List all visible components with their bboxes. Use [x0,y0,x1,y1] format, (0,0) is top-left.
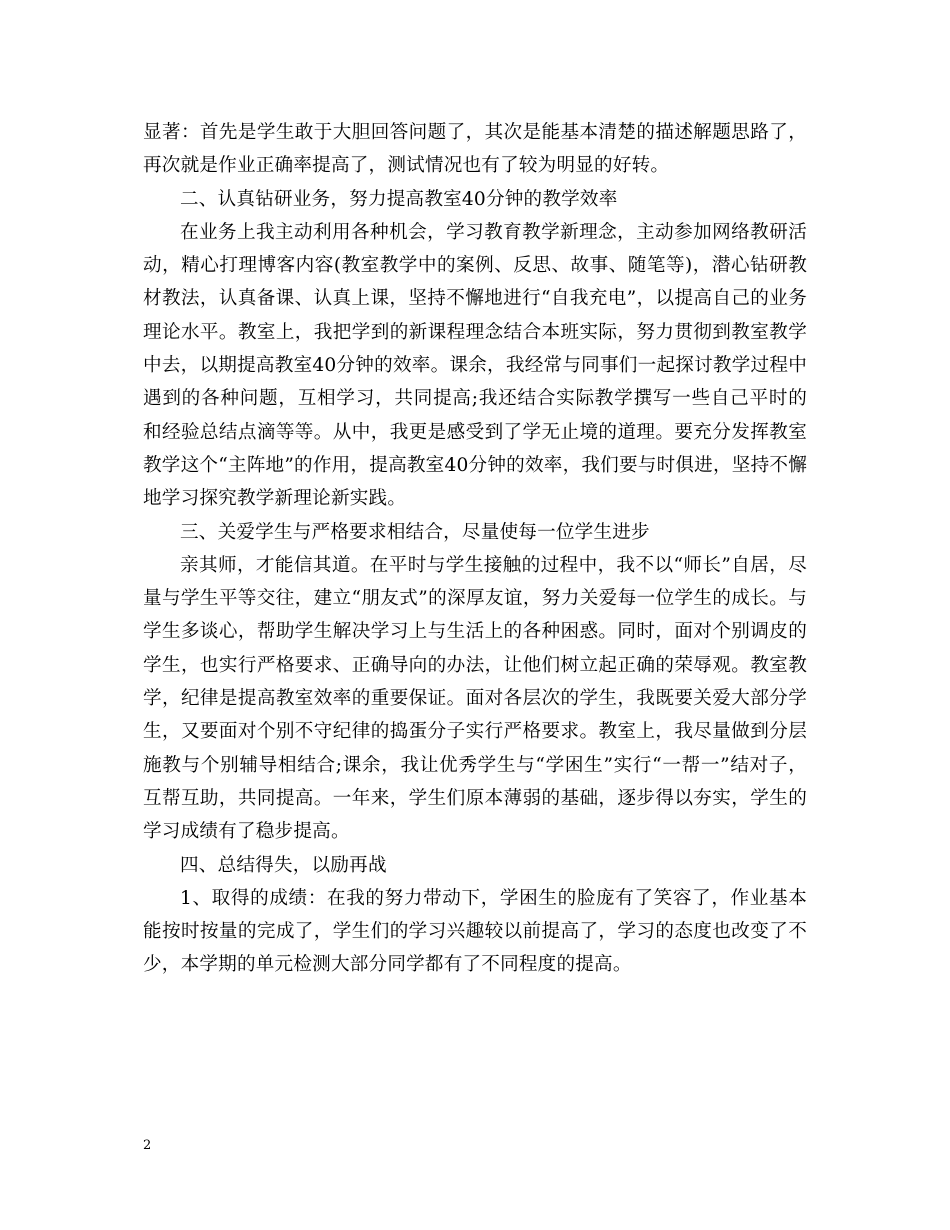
page-number: 2 [143,1138,152,1153]
paragraph-achievements: 1、取得的成绩：在我的努力带动下，学困生的脸庞有了笑容了，作业基本能按时按量的完成了，学生们的学习兴趣较以前提高了，学习的态度也改变了不少，本学期的单元检测大部分同学都有了不同程度的提高。 [143,887,807,976]
document-body [143,116,807,982]
paragraph-teaching-research: 在业务上我主动利用各种机会，学习教育教学新理念，主动参加网络教研活动，精心打理博客内容(教室教学中的案例、反思、故事、随笔等)，潜心钻研教材教法，认真备课、认真上课，坚持不懈地进行“自我充电”，以提高自己的业务理论水平。教室上，我把学到的新课程理念结合本班实际，努力贯彻到教室教学中去，以期提高教室40分钟的效率。课余，我经常与同事们一起探讨教学过程中遇到的各种问题，互相学习，共同提高;我还结合实际教学撰写一些自己平时的和经验总结点滴等等。从中，我更是感受到了学无止境的道理。要充分发挥教室教学这个“主阵地”的作用，提高教室40分钟的效率，我们要与时俱进，坚持不懈地学习探究教学新理论新实践。 [143,221,807,510]
paragraph-continuation: 显著：首先是学生敢于大胆回答问题了，其次是能基本清楚的描述解题思路了，再次就是作业正确率提高了，测试情况也有了较为明显的好转。 [143,122,807,177]
paragraph-student-care: 亲其师，才能信其道。在平时与学生接触的过程中，我不以“师长”自居，尽量与学生平等交往，建立“朋友式”的深厚友谊，努力关爱每一位学生的成长。与学生多谈心，帮助学生解决学习上与生活上的各种困惑。同时，面对个别调皮的学生，也实行严格要求、正确导向的办法，让他们树立起正确的荣辱观。教室教学，纪律是提高教室效率的重要保证。面对各层次的学生，我既要关爱大部分学生，又要面对个别不守纪律的捣蛋分子实行严格要求。教室上，我尽量做到分层施教与个别辅导相结合;课余，我让优秀学生与“学困生”实行“一帮一”结对子，互帮互助，共同提高。一年来，学生们原本薄弱的基础，逐步得以夯实，学生的学习成绩有了稳步提高。 [143,554,807,843]
section-heading-2: 二、认真钻研业务，努力提高教室40分钟的教学效率 [180,188,618,210]
section-heading-4: 四、总结得失，以励再战 [180,854,387,876]
section-heading-3: 三、关爱学生与严格要求相结合，尽量使每一位学生进步 [180,521,650,543]
